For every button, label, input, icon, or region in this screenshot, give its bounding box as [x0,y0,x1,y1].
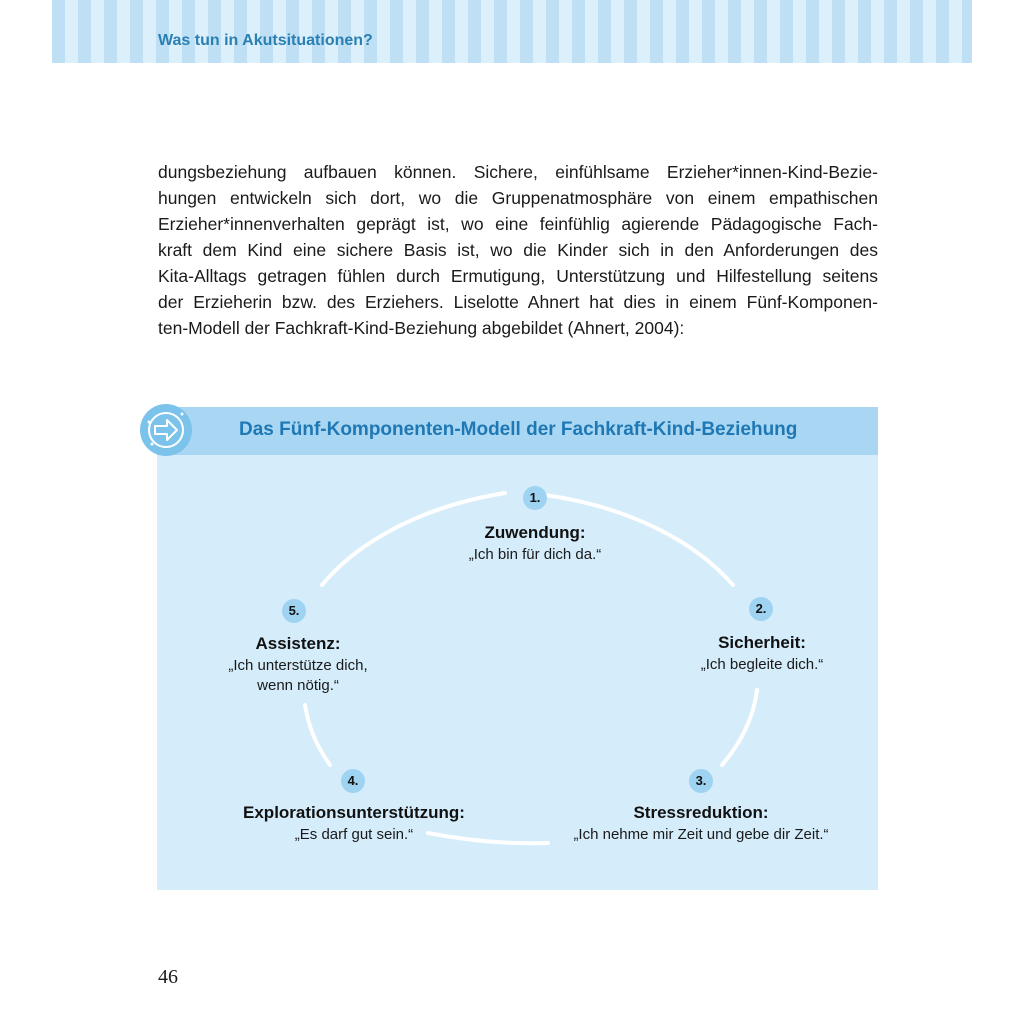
component-number-badge: 2. [749,597,773,621]
component-number-badge: 3. [689,769,713,793]
component-quote: „Ich bin für dich da.“ [468,546,602,563]
body-line: ten-Modell der Fachkraft-Kind-Beziehung abgebildet (Ahnert, 2004): [158,318,685,338]
component-title: Explorationsunterstützung: [243,803,465,822]
component-title: Assistenz: [255,634,341,653]
component-quote: „Ich unterstütze dich, [228,657,368,674]
component-stressreduktion [541,801,861,845]
component-title: Zuwendung: [484,523,586,542]
component-quote: „Ich begleite dich.“ [700,656,824,673]
model-box-title: Das Fünf-Komponenten-Modell der Fachkraft-Kind-Beziehung [239,419,798,440]
body-line: Kita-Alltags getragen fühlen durch Ermutigung, Unterstützung und Hilfestellung seitens [158,266,878,286]
body-line: der Erzieherin bzw. des Erziehers. Liselotte Ahnert hat dies in einem Fünf-Komponen- [158,292,878,312]
component-zuwendung [435,521,635,565]
component-title: Stressreduktion: [633,803,769,822]
body-line: hungen entwickeln sich dort, wo die Gruppenatmosphäre von einem empathischen [158,188,878,208]
component-assistenz [198,632,398,696]
component-quote: „Ich nehme mir Zeit und gebe dir Zeit.“ [573,826,829,843]
component-number-badge: 5. [282,599,306,623]
component-quote-continued: wenn nötig.“ [257,677,339,694]
component-quote: „Es darf gut sein.“ [294,826,414,843]
running-header: Was tun in Akutsituationen? [158,32,373,49]
body-line: Erzieher*innenverhalten geprägt ist, wo eine feinfühlig agierende Pädagogische Fach- [158,214,878,234]
component-title: Sicherheit: [718,633,806,652]
body-line: dungsbeziehung aufbauen können. Sichere, einfühlsame Erzieher*innen-Kind-Bezie- [158,162,878,182]
component-sicherheit [662,631,862,675]
component-number-badge: 1. [523,486,547,510]
page-number: 46 [158,966,178,988]
component-explorationsunterstuetzung [218,801,490,845]
component-number-badge: 4. [341,769,365,793]
body-line: kraft dem Kind eine sichere Basis ist, wo die Kinder sich in den Anforderungen des [158,240,878,260]
